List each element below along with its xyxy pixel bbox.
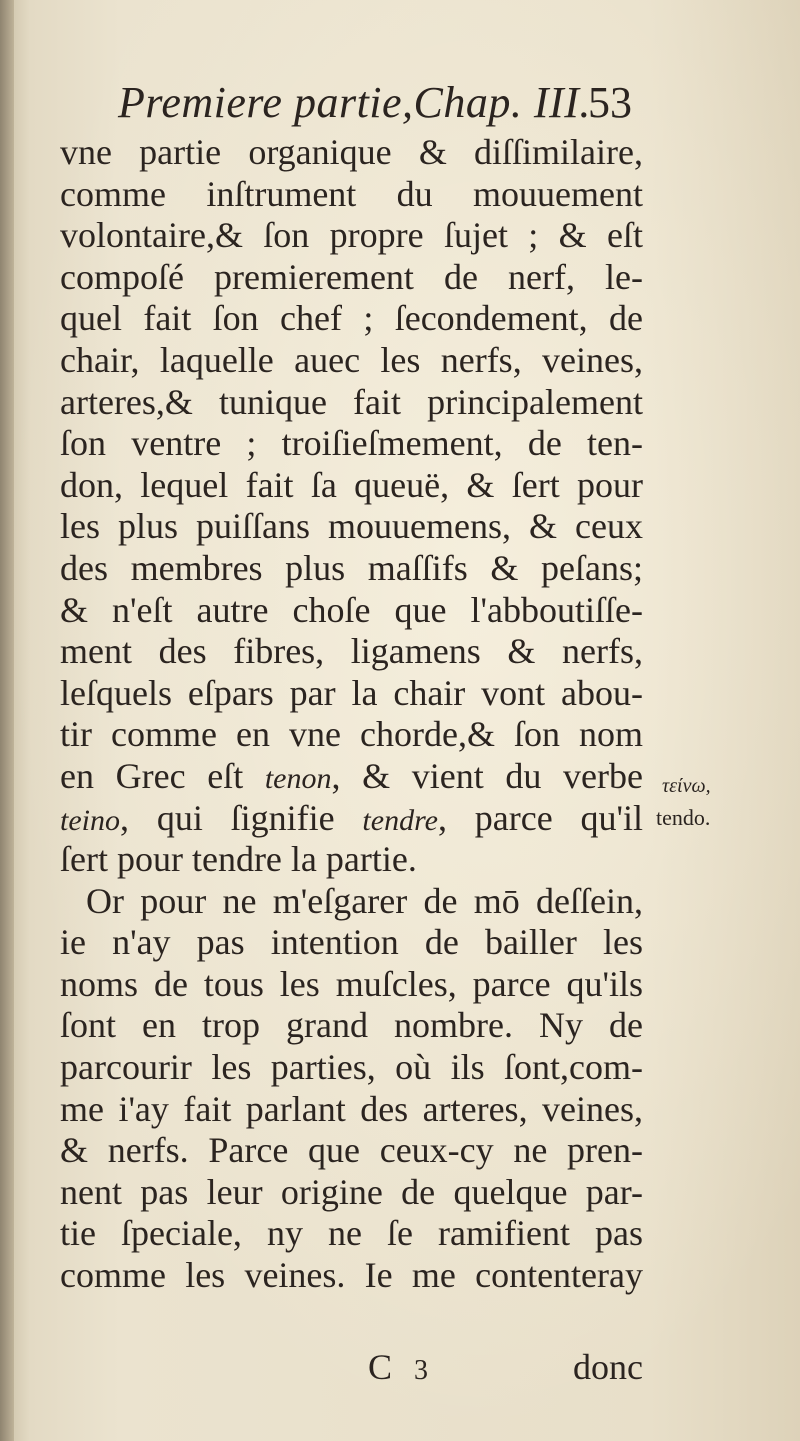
signature-number: 3 bbox=[414, 1355, 429, 1386]
text-line-teino bbox=[60, 798, 643, 840]
text-line: chair, laquelle auec les nerfs, veines, bbox=[60, 339, 643, 380]
paragraph-end-line: ſert pour tendre la partie. bbox=[60, 839, 417, 880]
text-line: tie ſpeciale, ny ne ſe ramifient pas bbox=[60, 1213, 643, 1254]
text-fragment: , & vient du verbe bbox=[331, 755, 644, 796]
text-fragment: en Grec eſt bbox=[60, 755, 265, 796]
paragraph-start-line: Or pour ne m'eſgarer de mō deſſein, bbox=[86, 880, 643, 921]
margin-note bbox=[656, 770, 766, 834]
margin-note-latin: tendo. bbox=[656, 805, 711, 830]
text-line: & nerfs. Parce que ceux-cy ne pren- bbox=[60, 1130, 643, 1171]
body-text bbox=[60, 132, 643, 1297]
text-line: & n'eſt autre choſe que l'abboutiſſe- bbox=[60, 589, 643, 630]
signature-letter: C bbox=[368, 1347, 393, 1387]
italic-term-tenon: tenon bbox=[264, 761, 332, 795]
text-line: nent pas leur origine de quelque par- bbox=[60, 1171, 643, 1212]
signature-mark bbox=[368, 1342, 428, 1396]
text-line: ie n'ay pas intention de bailler les bbox=[60, 922, 643, 963]
text-line: comme les veines. Ie me contenteray bbox=[60, 1255, 643, 1296]
margin-note-greek: τείνω, bbox=[662, 775, 711, 797]
text-line-greek bbox=[60, 756, 643, 798]
text-line: les plus puiſſans mouuemens, & ceux bbox=[60, 506, 643, 547]
text-line: compoſé premierement de nerf, le- bbox=[60, 256, 643, 297]
page-number: 53 bbox=[588, 78, 632, 127]
text-line: ment des fibres, ligamens & nerfs, bbox=[60, 631, 643, 672]
page-footer bbox=[60, 1342, 643, 1392]
text-fragment: , qui ſignifie bbox=[120, 797, 363, 838]
text-line: quel fait ſon chef ; ſecondement, de bbox=[60, 298, 643, 339]
italic-term-teino: teino bbox=[60, 803, 120, 837]
text-line: arteres,& tunique fait principalement bbox=[60, 381, 643, 422]
catchword: donc bbox=[573, 1347, 643, 1387]
text-line: des membres plus maſſifs & peſans; bbox=[60, 547, 643, 588]
text-line: noms de tous les muſcles, parce qu'ils bbox=[60, 963, 643, 1004]
text-line: volontaire,& ſon propre ſujet ; & eſt bbox=[60, 215, 643, 256]
text-line: don, lequel fait ſa queuë, & ſert pour bbox=[60, 464, 643, 505]
text-line: vne partie organique & diſſimilaire, bbox=[60, 132, 643, 172]
italic-term-tendre: tendre bbox=[362, 803, 438, 837]
text-fragment: , parce qu'il bbox=[437, 797, 643, 838]
running-head bbox=[118, 72, 638, 134]
text-line: ſon ventre ; troiſieſmement, de ten- bbox=[60, 423, 643, 464]
text-line: me i'ay fait parlant des arteres, veines, bbox=[60, 1088, 643, 1129]
text-line: parcourir les parties, où ils ſont,com- bbox=[60, 1047, 643, 1088]
binding-gutter bbox=[0, 0, 14, 1441]
text-line: tir comme en vne chorde,& ſon nom bbox=[60, 714, 643, 755]
text-line: comme inſtrument du mouuement bbox=[60, 173, 643, 214]
text-line: ſont en trop grand nombre. Ny de bbox=[60, 1005, 643, 1046]
text-line: leſquels eſpars par la chair vont abou- bbox=[60, 672, 643, 713]
running-head-title: Premiere partie,Chap. III. bbox=[118, 78, 591, 127]
